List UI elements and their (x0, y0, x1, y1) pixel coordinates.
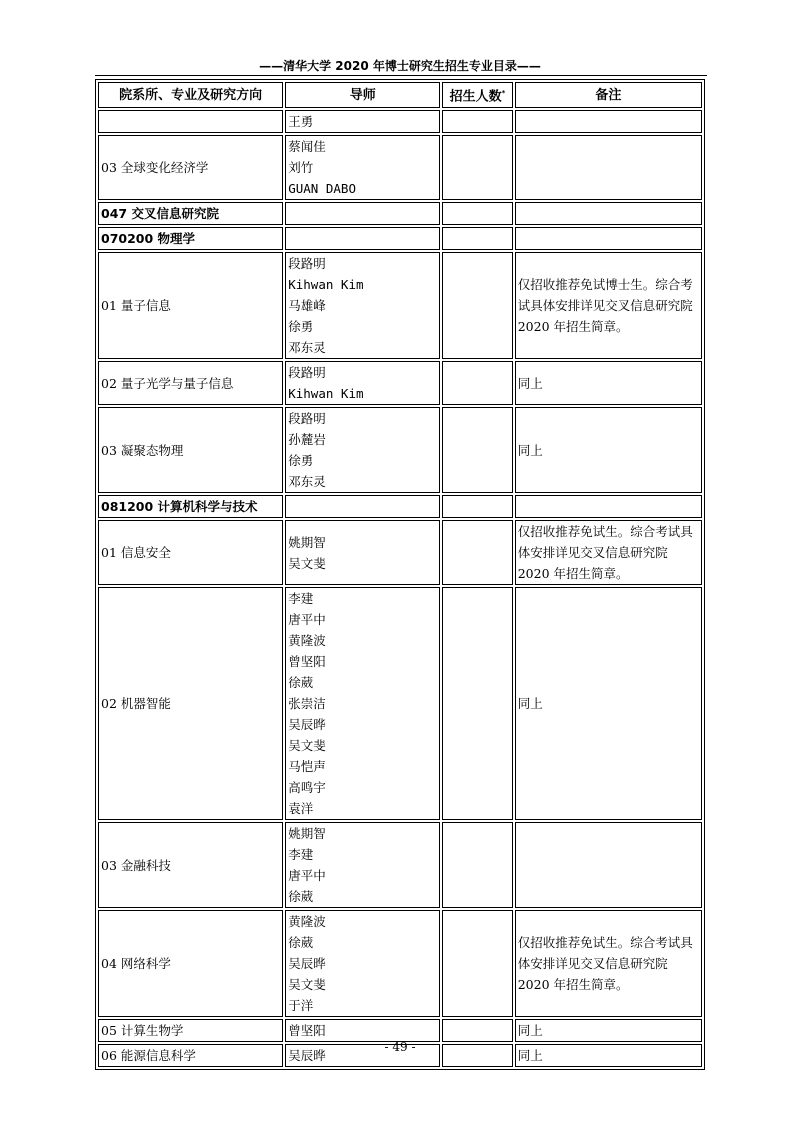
column-header-remarks: 备注 (515, 82, 702, 108)
program-cell: 081200 计算机科学与技术 (98, 495, 283, 518)
advisor-name: 黄隆波 (288, 914, 326, 930)
advisor-name: 刘竹 (288, 160, 314, 176)
advisor-name: 徐葳 (288, 935, 314, 951)
remarks-cell: 仅招收推荐免试博士生。综合考试具体安排详见交叉信息研究院 2020 年招生简章。 (515, 252, 702, 359)
advisor-name: 段路明 (288, 256, 326, 272)
advisor-name: 姚期智 (288, 826, 326, 842)
advisor-name: 唐平中 (288, 868, 326, 884)
advisor-name: 吴辰晔 (288, 956, 326, 972)
remarks-cell: 同上 (515, 407, 702, 493)
advisor-name: 徐勇 (288, 453, 314, 469)
quota-cell (442, 135, 512, 200)
advisor-name: 吴辰晔 (288, 1048, 326, 1064)
program-cell: 02 量子光学与量子信息 (98, 361, 283, 405)
advisor-name: 徐勇 (288, 319, 314, 335)
remarks-cell (515, 135, 702, 200)
remarks-cell: 仅招收推荐免试生。综合考试具体安排详见交叉信息研究院 2020 年招生简章。 (515, 910, 702, 1017)
program-cell: 06 能源信息科学 (98, 1044, 283, 1067)
column-header-program: 院系所、专业及研究方向 (98, 82, 283, 108)
remarks-cell (515, 110, 702, 133)
advisor-name: 徐葳 (288, 889, 314, 905)
advisor-name: GUAN DABO (288, 181, 356, 197)
advisor-cell (285, 135, 440, 200)
advisor-cell (285, 910, 440, 1017)
advisor-cell (285, 110, 440, 133)
table-body (98, 110, 702, 1067)
advisor-cell (285, 520, 440, 585)
advisor-name: Kihwan Kim (288, 277, 364, 293)
advisor-cell (285, 495, 440, 518)
column-header-advisor: 导师 (285, 82, 440, 108)
advisor-name: 吴辰晔 (288, 717, 326, 733)
program-cell: 070200 物理学 (98, 227, 283, 250)
table-row (98, 252, 702, 359)
advisor-name: 吴文斐 (288, 977, 326, 993)
quota-cell (442, 587, 512, 820)
table-row (98, 822, 702, 908)
table-row (98, 587, 702, 820)
advisor-name: 曾坚阳 (288, 654, 326, 670)
quota-cell (442, 361, 512, 405)
table-row (98, 110, 702, 133)
program-cell: 05 计算生物学 (98, 1019, 283, 1042)
quota-cell (442, 407, 512, 493)
program-cell: 03 凝聚态物理 (98, 407, 283, 493)
quota-cell (442, 910, 512, 1017)
advisor-cell (285, 407, 440, 493)
remarks-cell (515, 202, 702, 225)
quota-cell (442, 227, 512, 250)
program-table (95, 79, 705, 1070)
column-header-quota (442, 82, 512, 108)
advisor-name: 马恺声 (288, 759, 326, 775)
table-row (98, 407, 702, 493)
advisor-cell (285, 587, 440, 820)
quota-cell (442, 202, 512, 225)
quota-label: 招生人数 (449, 89, 502, 105)
quota-cell (442, 495, 512, 518)
table-row (98, 910, 702, 1017)
advisor-name: 段路明 (288, 365, 326, 381)
remarks-cell: 同上 (515, 587, 702, 820)
table-row (98, 361, 702, 405)
page-number: - 49 - (384, 1040, 416, 1054)
advisor-name: 邓东灵 (288, 474, 326, 490)
advisor-cell (285, 227, 440, 250)
advisor-name: 吴文斐 (288, 738, 326, 754)
remarks-cell (515, 822, 702, 908)
advisor-name: 曾坚阳 (288, 1023, 326, 1039)
advisor-name: 孙麓岩 (288, 432, 326, 448)
quota-cell (442, 520, 512, 585)
table-header-row (98, 82, 702, 108)
remarks-cell: 同上 (515, 361, 702, 405)
advisor-name: 姚期智 (288, 534, 326, 550)
program-cell (98, 110, 283, 133)
header-rule (95, 75, 707, 76)
quota-cell (442, 1019, 512, 1042)
table-row (98, 495, 702, 518)
remarks-cell: 仅招收推荐免试生。综合考试具体安排详见交叉信息研究院 2020 年招生简章。 (515, 520, 702, 585)
quota-cell (442, 110, 512, 133)
advisor-name: 张崇洁 (288, 696, 326, 712)
program-cell: 03 金融科技 (98, 822, 283, 908)
advisor-cell (285, 202, 440, 225)
remarks-cell (515, 227, 702, 250)
table-row (98, 202, 702, 225)
advisor-name: 李建 (288, 847, 314, 863)
advisor-name: 黄隆波 (288, 633, 326, 649)
advisor-name: 于洋 (288, 998, 314, 1014)
program-cell: 02 机器智能 (98, 587, 283, 820)
table-row (98, 135, 702, 200)
program-cell: 04 网络科学 (98, 910, 283, 1017)
advisor-name: Kihwan Kim (288, 386, 364, 402)
quota-footnote-marker: * (501, 89, 506, 97)
advisor-name: 马雄峰 (288, 298, 326, 314)
advisor-name: 高鸣宇 (288, 780, 326, 796)
advisor-name: 李建 (288, 591, 314, 607)
program-cell: 01 量子信息 (98, 252, 283, 359)
table-row (98, 1019, 702, 1042)
remarks-cell (515, 495, 702, 518)
remarks-cell: 同上 (515, 1044, 702, 1067)
advisor-cell (285, 252, 440, 359)
advisor-cell (285, 1019, 440, 1042)
advisor-name: 徐葳 (288, 675, 314, 691)
remarks-cell: 同上 (515, 1019, 702, 1042)
advisor-name: 唐平中 (288, 612, 326, 628)
advisor-cell (285, 361, 440, 405)
advisor-name: 吴文斐 (288, 555, 326, 571)
advisor-name: 蔡闻佳 (288, 139, 326, 155)
program-cell: 03 全球变化经济学 (98, 135, 283, 200)
advisor-name: 袁洋 (288, 801, 314, 817)
quota-cell (442, 822, 512, 908)
program-cell: 047 交叉信息研究院 (98, 202, 283, 225)
advisor-cell (285, 822, 440, 908)
advisor-name: 段路明 (288, 411, 326, 427)
table-row (98, 227, 702, 250)
advisor-name: 邓东灵 (288, 340, 326, 356)
advisor-name: 王勇 (288, 114, 314, 130)
quota-cell (442, 252, 512, 359)
page-header: ——清华大学 2020 年博士研究生招生专业目录—— (259, 59, 541, 73)
program-cell: 01 信息安全 (98, 520, 283, 585)
table-row (98, 520, 702, 585)
